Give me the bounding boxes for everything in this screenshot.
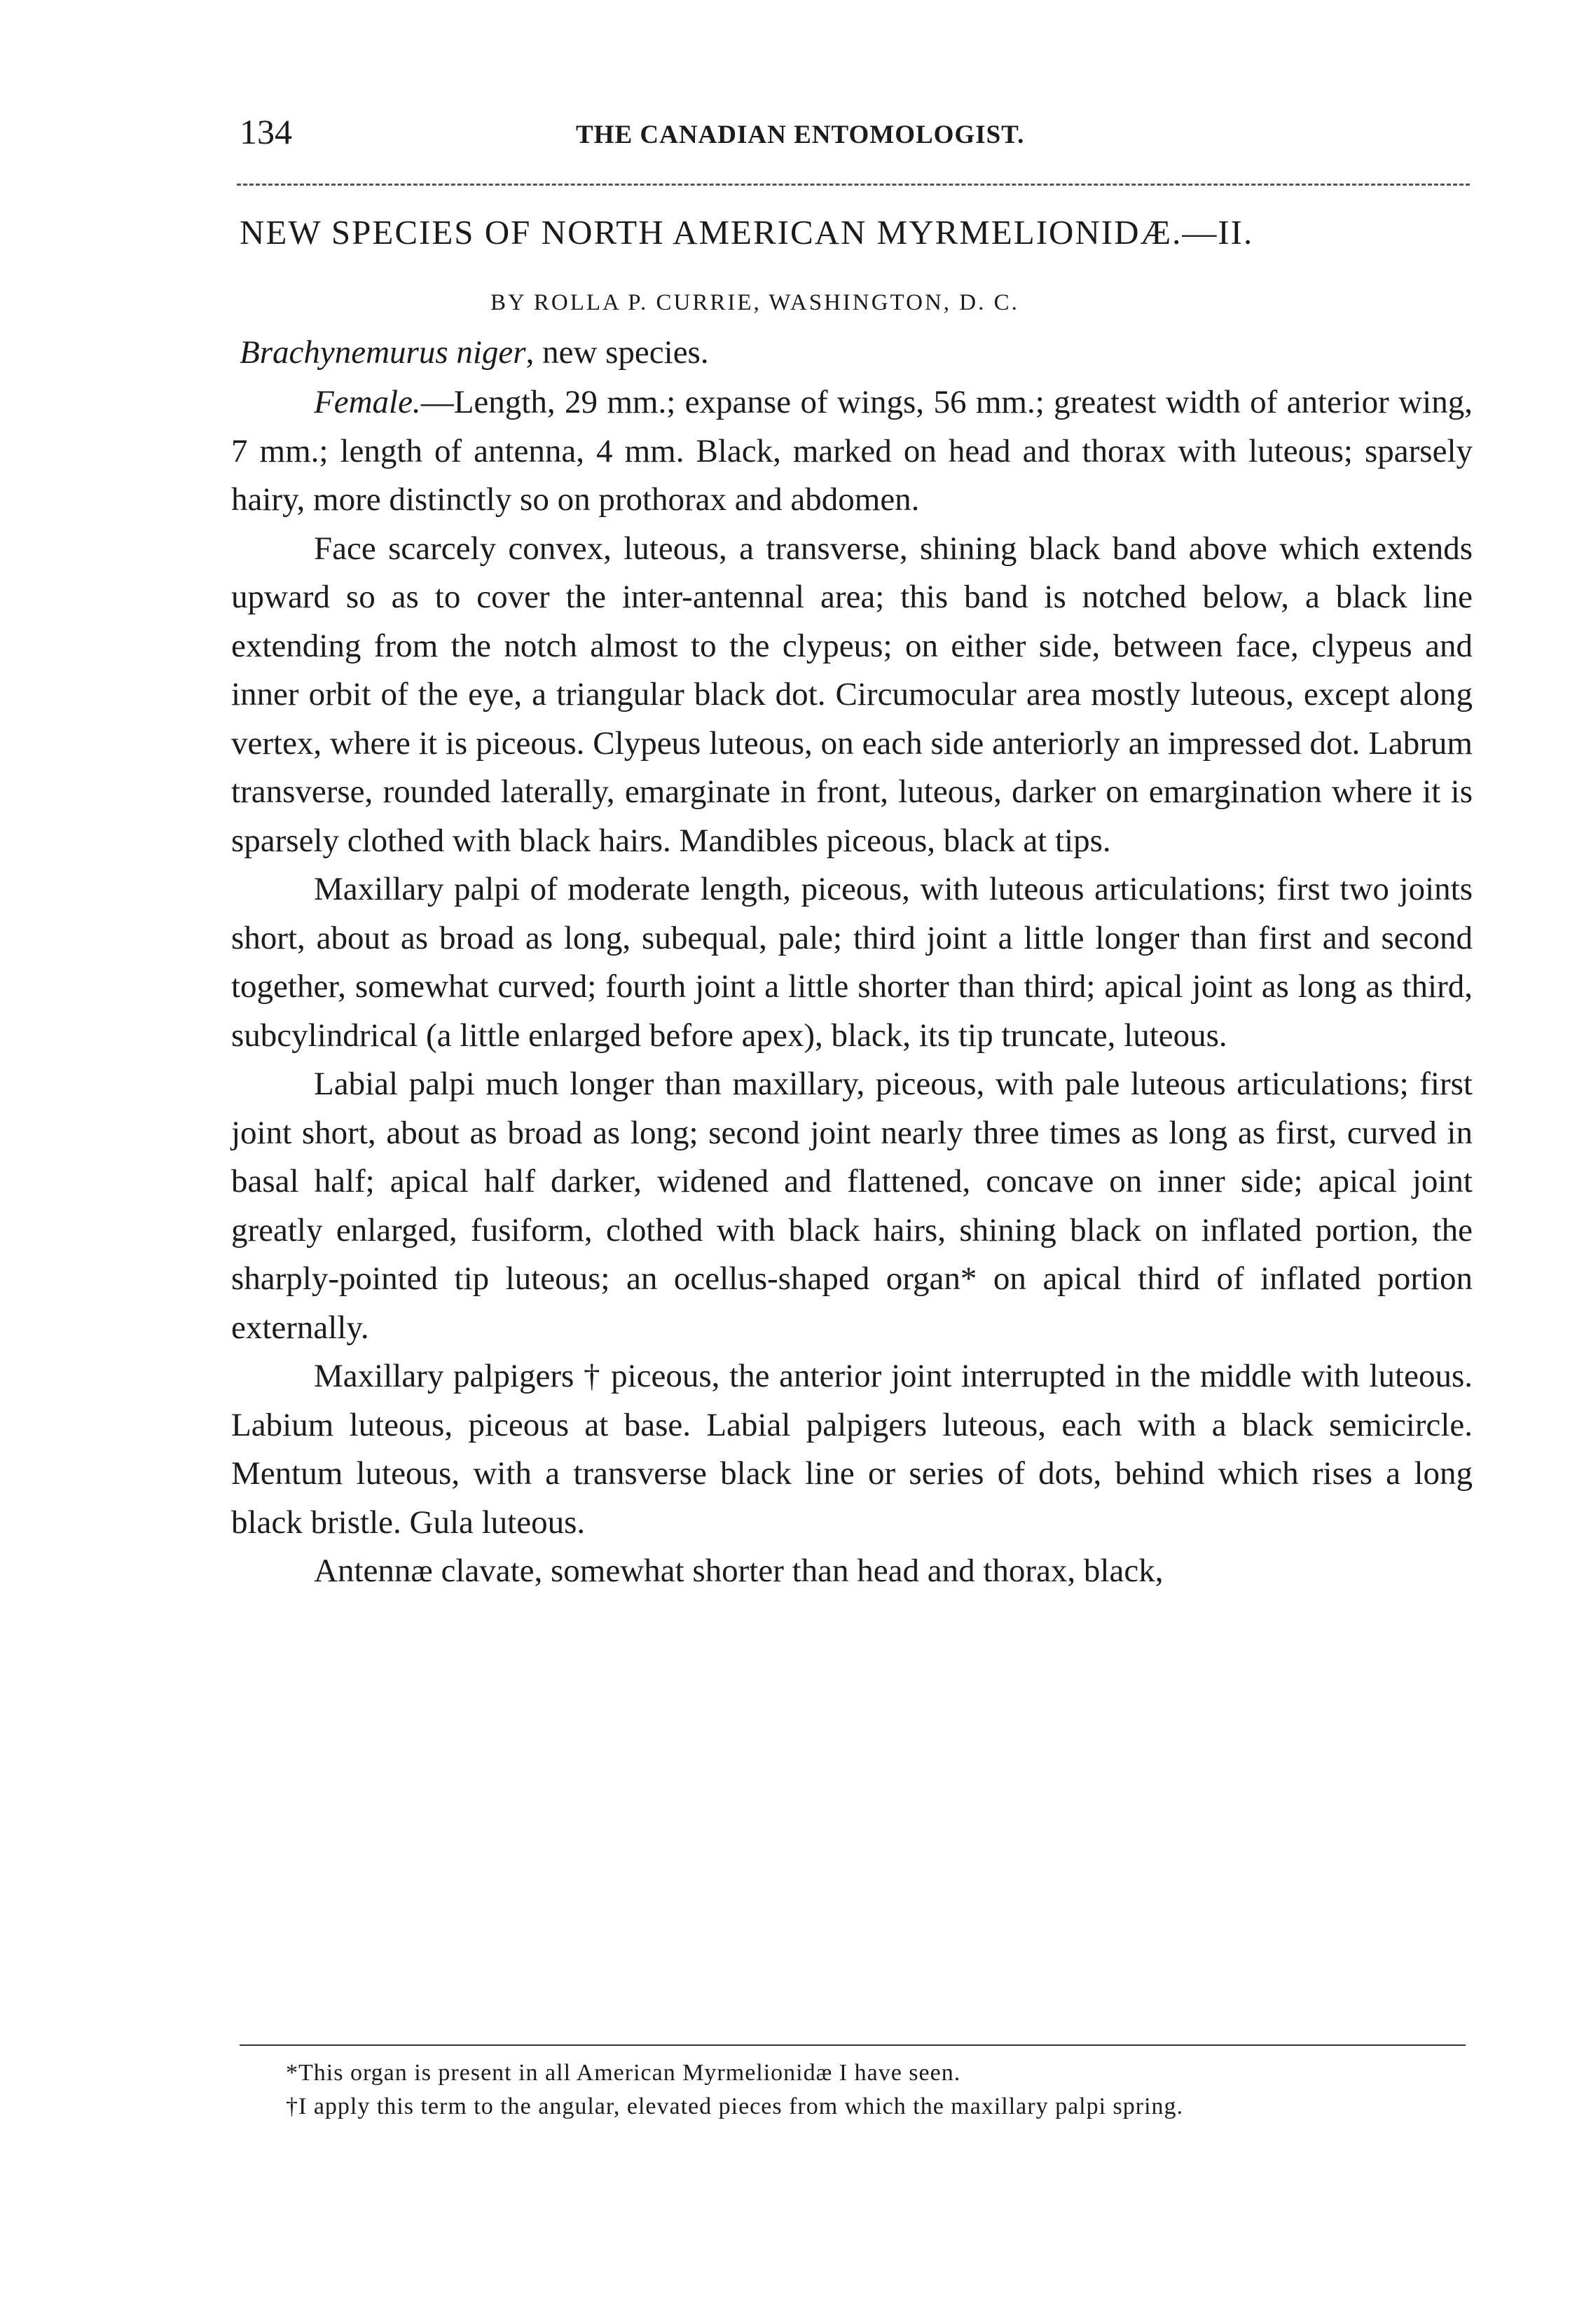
female-label: Female.	[314, 384, 421, 420]
paragraph-palpigers: Maxillary palpigers † piceous, the anterior joint interrupted in the middle with luteous. Labium luteous, piceous at base. Labial palpigers luteous, each with a black semicircle. Mentum luteous, with a transverse black line or series of dots, behind which rises a long black bristle. Gula luteous.	[231, 1358, 1473, 1541]
paragraph-labial-palpi: Labial palpi much longer than maxillary, piceous, with pale luteous articulations; first joint short, about as broad as long; second joint nearly three times as long as first, curved in basal half; apical half darker, widened and flattened, concave on inner side; apical joint greatly enlarged, fusiform, clothed with black hairs, shining black on inflated portion, the sharply-pointed tip luteous; an ocellus-shaped organ* on apical third of inflated portion externally.	[231, 1066, 1473, 1346]
footnotes	[216, 2056, 1473, 2124]
footnote-divider	[240, 2044, 1466, 2046]
paragraph-text: —Length, 29 mm.; expanse of wings, 56 mm.; greatest width of anterior wing, 7 mm.; length of antenna, 4 mm. Black, marked on head and thorax with luteous; sparsely hairy, more distinctly so on prothorax and abdomen.	[231, 384, 1473, 518]
paragraph-antennae: Antennæ clavate, somewhat shorter than head and thorax, black,	[314, 1553, 1164, 1589]
article-body	[231, 378, 1473, 1596]
article-title: NEW SPECIES OF NORTH AMERICAN MYRMELIONIDÆ.—II.	[240, 213, 1254, 252]
article-byline: BY ROLLA P. CURRIE, WASHINGTON, D. C.	[490, 290, 1019, 315]
footnote-asterisk: *This organ is present in all American Myrmelionidæ I have seen.	[286, 2060, 961, 2086]
paragraph-face: Face scarcely convex, luteous, a transverse, shining black band above which extends upward so as to cover the inter-antennal area; this band is notched below, a black line extending from the notch almost to the clypeus; on either side, between face, clypeus and inner orbit of the eye, a triangular black dot. Circumocular area mostly luteous, except along vertex, where it is piceous. Clypeus luteous, on each side anteriorly an impressed dot. Labrum transverse, rounded laterally, emarginate in front, luteous, darker on emargination where it is sparsely clothed with black hairs. Mandibles piceous, black at tips.	[231, 530, 1473, 859]
footnote-dagger: †I apply this term to the angular, elevated pieces from which the maxillary palpi spring.	[286, 2093, 1184, 2119]
species-heading	[240, 331, 709, 374]
running-head: THE CANADIAN ENTOMOLOGIST.	[576, 121, 1025, 149]
page-number: 134	[240, 112, 292, 151]
page-header	[240, 111, 1480, 160]
species-name: Brachynemurus niger	[240, 334, 526, 371]
paragraph-maxillary-palpi: Maxillary palpi of moderate length, piceous, with luteous articulations; first two joints short, about as broad as long, subequal, pale; third joint a little longer than first and second together, somewhat curved; fourth joint a little shorter than third; apical joint as long as third, subcylindrical (a little enlarged before apex), black, its tip truncate, luteous.	[231, 871, 1473, 1054]
header-divider	[237, 184, 1470, 186]
paragraph-female	[231, 378, 1473, 525]
species-suffix: , new species.	[525, 334, 709, 371]
